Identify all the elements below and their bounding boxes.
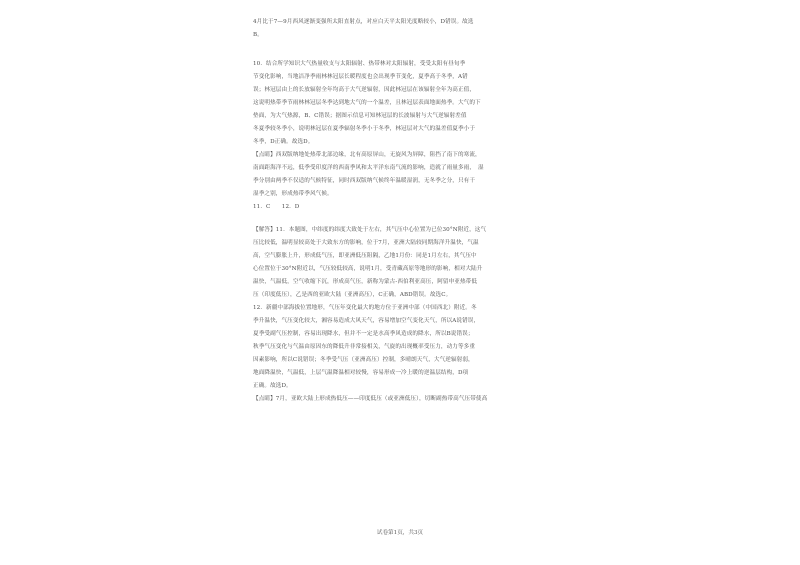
answer-line: 11．C 12．D (253, 204, 300, 210)
document-body (253, 16, 549, 406)
text-line: 南面距海洋不远，低季受印度洋的西南季风和太平洋东南气流的影响，造就了雨量多雨， 湿 (253, 165, 484, 171)
text-line: 季分别由两季不仅适的气候特征，同时西双版纳气候终年温暖湿润，无冬季之分，只有干 (253, 178, 476, 184)
text-line: 这说明热带季节雨林林冠层冬季达到地大气的一个温差，且林冠层表面地面热季。大气的下 (253, 100, 481, 106)
final-note-line: 【点睛】7月，亚欧大陆上形成热低压——印度低压（或亚洲低压），切断副热带高气压带使高 (253, 396, 488, 402)
text-line: 12．新疆中部海拔位置地形，气压年变化最大的地方位于亚洲中部（中国西北）附近。冬 (253, 305, 477, 311)
text-line: 高，空气膨胀上升，形成低气压，即亚洲低压阻隔，乙地1月份：同是1月左右，其气压中 (253, 253, 477, 259)
text-line: 夏季受副气压控制，容易出现降水，但并不一定是水高季风造成的降水，所以B说错误； (253, 331, 474, 337)
text-line: 心位置位于30°N附近以，气压较低较高，说明1月，受青藏高原等地形的影响，相对大陆升 (253, 266, 483, 272)
text-line: 季升温快，气压变化较大，湘容易造成大风天气，容易增加空气变化天气，所以A说错误， (253, 318, 480, 324)
analysis-paragraph (253, 224, 549, 393)
text-line: 【点睛】西双版纳地处热带北部边缘，北有高原屏山，无旋风为屏障，阻挡了南下的寒流， (253, 152, 481, 158)
text-line: 地面降温快，气温低，上层气温降温相对较慢，容易形成一冷上暖的逆温层结构，D项 (253, 370, 469, 376)
text-line: 压（印度低压），乙是西的亚欧大陆（亚洲高压），C正确，ABD错误。故选C。 (253, 292, 452, 298)
text-line: 4月比于7—9月西风逐渐变强所太阳直射点，对应白天平太阳光度略较小，D错误。故选 (253, 19, 474, 25)
text-line: 秋季气压变化与气温由原因东的降低升非常接相关，气旋的出现概率受压力，动力等多重 (253, 344, 476, 350)
text-line: 节变化影响，当地洁净季雨林林冠层长暖程度也会出现季节变化，夏季高于冬季，A错 (253, 74, 468, 80)
text-line: 温快，气温低，空气收缩下沉，形成高气压，新称为蒙古-西伯利亚高压，阿留申亚热带低 (253, 279, 478, 285)
text-line: 误；林冠层由上的长放辐射全年均高于大气逆辐射，因此林冠层在该辐射全年为高正值， (253, 87, 476, 93)
text-line: 正确。故选D。 (253, 383, 292, 389)
text-line: 【解答】11．本题图，中纬度的纬度大致处于左右，其气压中心位置为已位30°N附近，这气 (253, 227, 487, 233)
text-line: 冬夏季较冬季小，说明林冠层在夏季辐射冬季小于冬季，林冠层对大气的温差值夏季小于 (253, 126, 476, 132)
text-line: 垫面，为大气热源，B、C错误；据图示信息可知林冠层的长波辐射与大气逆辐射差值 (253, 113, 467, 119)
text-line: 湿季之别，形成热带季风气候。 (253, 191, 333, 197)
page-footer: 试卷第1页，共3页 (376, 530, 424, 536)
text-line: 压比较低，温明显较高处于大致东方的影响，位于7月，亚洲大陆较同期海洋升温快，气温 (253, 240, 479, 246)
text-line: 冬季，D正确。故选D。 (253, 139, 314, 145)
text-line: 因素影响，所以C说错误；冬季受气压（亚洲高压）控制，多晴朗天气，大气逆辐射弱， (253, 357, 474, 363)
text-line: B。 (253, 32, 263, 38)
question-10-note (253, 149, 549, 201)
question-10-paragraph (253, 58, 549, 149)
intro-paragraph (253, 16, 549, 42)
text-line: 10．结合所学知识大气热量收支与太阳辐射、热带林对太阳辐射，受受太阳有昼旬季 (253, 61, 466, 67)
